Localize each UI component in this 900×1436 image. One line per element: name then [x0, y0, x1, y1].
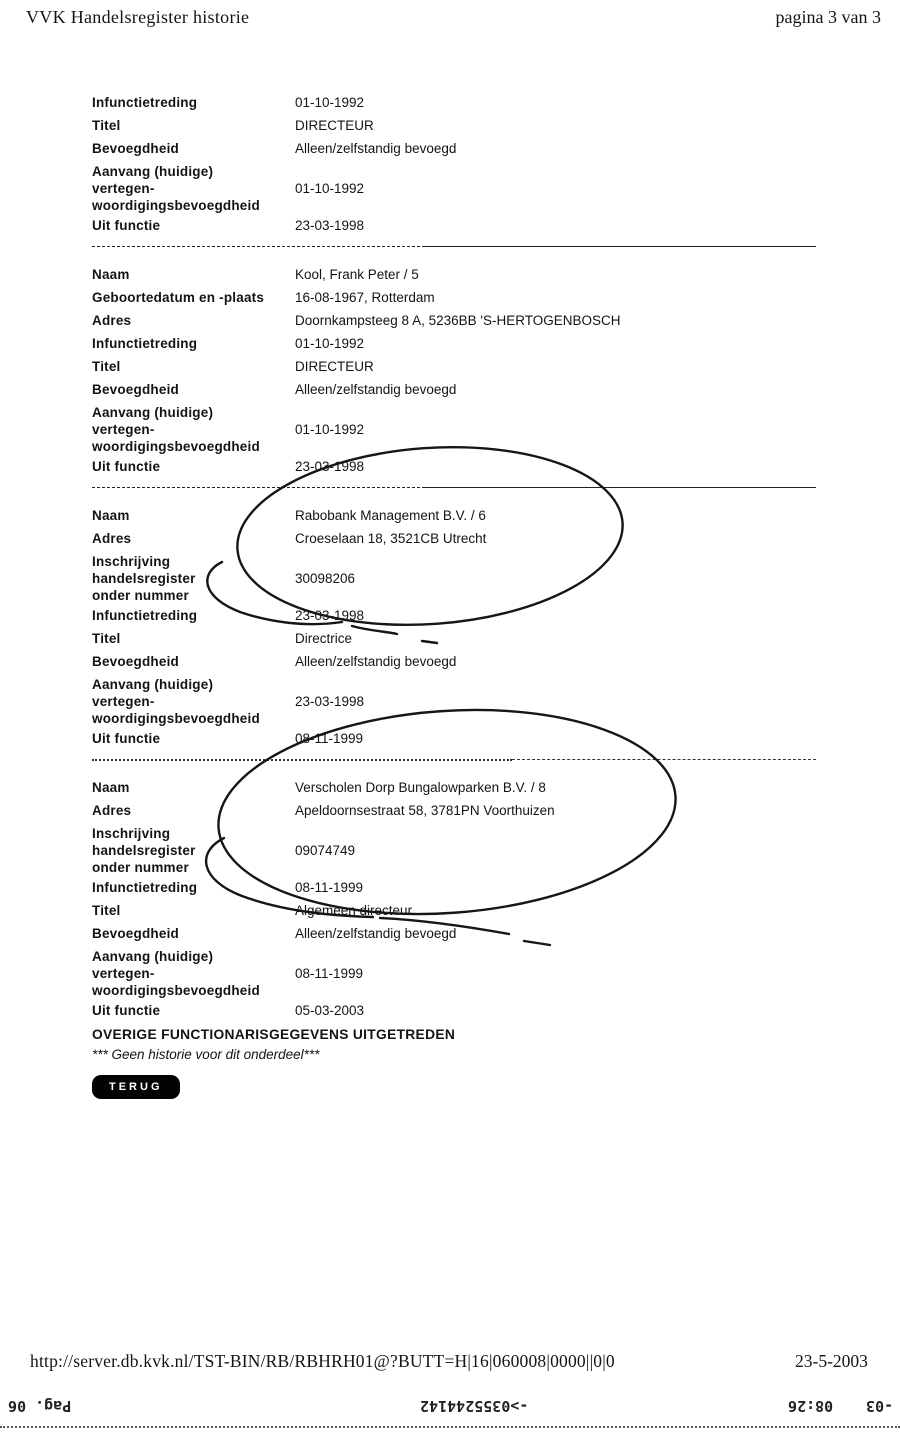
field-value: DIRECTEUR: [295, 118, 374, 133]
field-label: Adres: [92, 803, 132, 818]
field-label: Uit functie: [92, 218, 161, 233]
field-row: [92, 925, 816, 942]
field-value: Apeldoornsestraat 58, 3781PN Voorthuizen: [295, 803, 555, 818]
field-label: Infunctietreding: [92, 608, 198, 623]
section-divider: [92, 759, 816, 761]
field-label: Titel: [92, 631, 121, 646]
field-row: [92, 653, 816, 670]
field-value: 01-10-1992: [295, 95, 365, 110]
fax-date-fragment: -03: [866, 1397, 894, 1415]
field-label: Geboortedatum en -plaats: [92, 290, 265, 305]
field-label: Naam: [92, 780, 130, 795]
fax-time: 08:26: [788, 1397, 834, 1415]
field-label: Inschrijving handelsregister onder nummer: [92, 826, 196, 875]
field-row: [92, 266, 816, 283]
terug-button[interactable]: TERUG: [92, 1075, 180, 1099]
field-row: [92, 607, 816, 624]
field-value: 23-03-1998: [295, 608, 365, 623]
field-label: Bevoegdheid: [92, 382, 179, 397]
field-value: 30098206: [295, 571, 356, 586]
field-row: [92, 458, 816, 475]
field-value: 23-03-1998: [295, 218, 365, 233]
field-row: [92, 507, 816, 524]
field-value: Rabobank Management B.V. / 6: [295, 508, 486, 523]
field-value: 16-08-1967, Rotterdam: [295, 290, 435, 305]
field-row: [92, 117, 816, 134]
source-url-text: http://server.db.kvk.nl/TST-BIN/RB/RBHRH01@?BUTT=H|16|060008|0000||0|0: [30, 1351, 615, 1371]
field-value: 01-10-1992: [295, 336, 365, 351]
field-label: Naam: [92, 508, 130, 523]
no-history-note: *** Geen historie voor dit onderdeel***: [92, 1047, 320, 1062]
field-value: Algemeen directeur: [295, 903, 413, 918]
page-indicator: pagina 3 van 3: [775, 7, 881, 27]
fax-page-number: Pag. 06: [8, 1397, 72, 1415]
field-row: [92, 381, 816, 398]
field-value: 08-11-1999: [295, 966, 364, 981]
field-value: Doornkampsteeg 8 A, 5236BB 'S-HERTOGENBOSCH: [295, 313, 621, 328]
field-value: Kool, Frank Peter / 5: [295, 267, 419, 282]
field-label: Aanvang (huidige) vertegen- woordigingsbevoegdheid: [92, 405, 260, 454]
field-row: [92, 879, 816, 896]
field-row: [92, 217, 816, 234]
field-label: Uit functie: [92, 1003, 161, 1018]
field-label: Aanvang (huidige) vertegen- woordigingsbevoegdheid: [92, 164, 260, 213]
field-value: Croeselaan 18, 3521CB Utrecht: [295, 531, 487, 546]
field-label: Aanvang (huidige) vertegen- woordigingsbevoegdheid: [92, 677, 260, 726]
field-label: Infunctietreding: [92, 880, 198, 895]
field-label: Titel: [92, 903, 121, 918]
section-divider: [92, 487, 816, 489]
functionary-block: [92, 779, 816, 1019]
field-label: Infunctietreding: [92, 336, 198, 351]
field-label: Uit functie: [92, 731, 161, 746]
field-value: 08-11-1999: [295, 880, 364, 895]
field-row: [92, 553, 816, 604]
field-label: Uit functie: [92, 459, 161, 474]
field-value: Alleen/zelfstandig bevoegd: [295, 382, 457, 397]
field-value: Alleen/zelfstandig bevoegd: [295, 654, 457, 669]
field-value: 01-10-1992: [295, 181, 365, 196]
field-value: Verscholen Dorp Bungalowparken B.V. / 8: [295, 780, 546, 795]
field-label: Bevoegdheid: [92, 926, 179, 941]
field-row: [92, 312, 816, 329]
field-value: Alleen/zelfstandig bevoegd: [295, 141, 457, 156]
other-functionaries-heading: OVERIGE FUNCTIONARISGEGEVENS UITGETREDEN: [92, 1027, 456, 1042]
field-row: [92, 1002, 816, 1019]
functionary-block: [92, 266, 816, 475]
field-value: Alleen/zelfstandig bevoegd: [295, 926, 457, 941]
field-row: [92, 289, 816, 306]
field-value: 08-11-1999: [295, 731, 364, 746]
field-row: [92, 335, 816, 352]
field-row: [92, 730, 816, 747]
field-row: [92, 676, 816, 727]
field-row: [92, 163, 816, 214]
field-value: 05-03-2003: [295, 1003, 365, 1018]
field-label: Bevoegdheid: [92, 141, 179, 156]
field-row: [92, 404, 816, 455]
fax-number: ->0355244142: [420, 1397, 529, 1415]
field-row: [92, 902, 816, 919]
document-title: VVK Handelsregister historie: [26, 7, 250, 27]
fax-header-strip: [0, 1390, 900, 1428]
field-label: Titel: [92, 118, 121, 133]
field-value: 01-10-1992: [295, 422, 365, 437]
field-row: [92, 779, 816, 796]
field-row: [92, 94, 816, 111]
field-label: Bevoegdheid: [92, 654, 179, 669]
field-row: [92, 358, 816, 375]
field-value: 09074749: [295, 843, 356, 858]
field-value: 23-03-1998: [295, 459, 365, 474]
functionary-block: [92, 507, 816, 747]
field-label: Inschrijving handelsregister onder nummer: [92, 554, 196, 603]
field-label: Adres: [92, 531, 132, 546]
field-row: [92, 140, 816, 157]
field-label: Infunctietreding: [92, 95, 198, 110]
field-row: [92, 530, 816, 547]
field-value: Directrice: [295, 631, 353, 646]
field-row: [92, 630, 816, 647]
register-history-content: [92, 94, 816, 1099]
field-row: [92, 948, 816, 999]
print-date: 23-5-2003: [795, 1351, 868, 1371]
field-label: Adres: [92, 313, 132, 328]
field-label: Titel: [92, 359, 121, 374]
field-value: 23-03-1998: [295, 694, 365, 709]
field-row: [92, 825, 816, 876]
field-label: Aanvang (huidige) vertegen- woordigingsbevoegdheid: [92, 949, 260, 998]
field-value: DIRECTEUR: [295, 359, 374, 374]
field-row: [92, 802, 816, 819]
field-label: Naam: [92, 267, 130, 282]
functionary-block: [92, 94, 816, 234]
section-divider: [92, 246, 816, 248]
